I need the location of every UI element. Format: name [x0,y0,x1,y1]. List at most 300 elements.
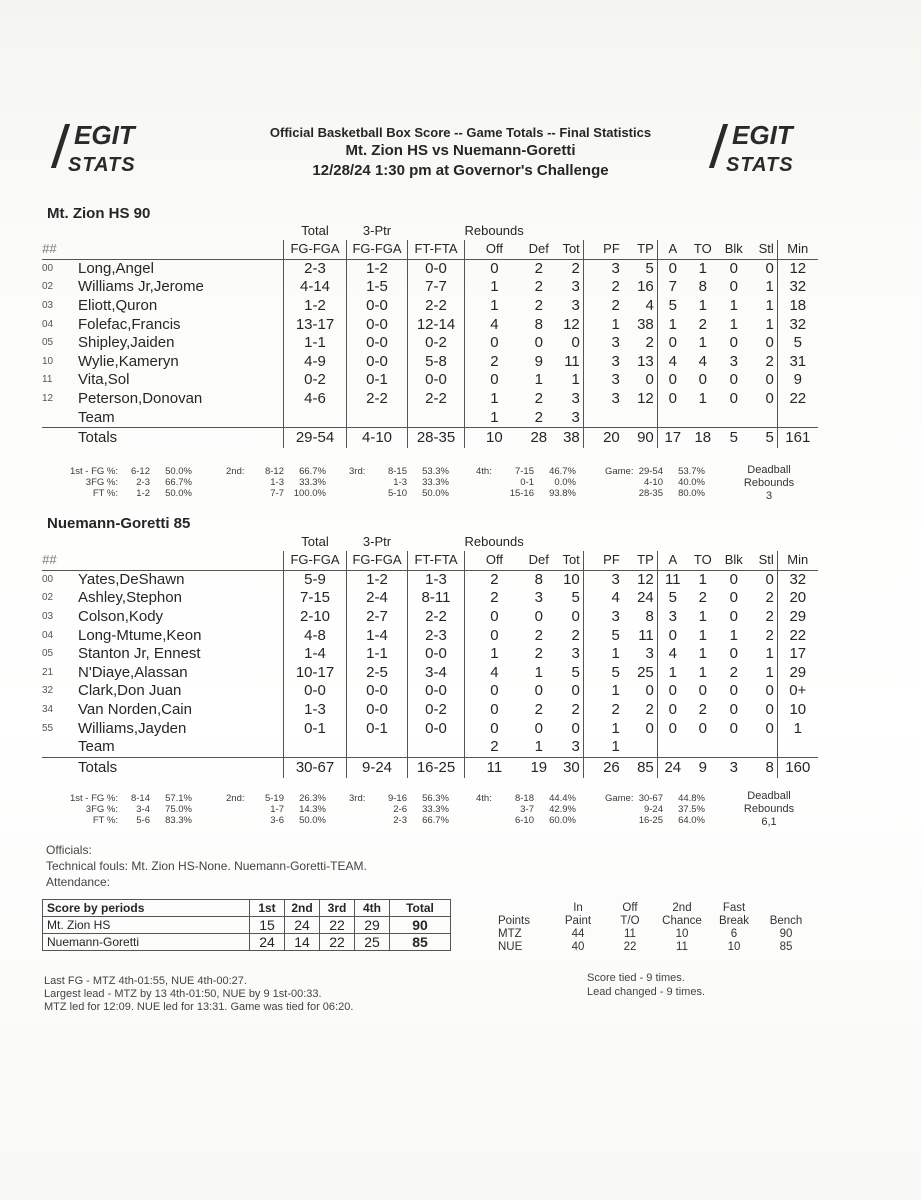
shooting-made-attempted: 3-4 [136,804,150,815]
player-def: 2 [534,645,543,663]
player-to: 0 [698,719,707,737]
player-off: 0 [490,259,499,277]
player-min: 10 [789,701,807,719]
player-ft: 0-0 [408,682,465,701]
player-stl: 2 [750,353,778,372]
player-a: 3 [668,608,677,626]
player-fg3: 1-2 [347,570,408,589]
player-pf: 1 [611,315,620,333]
header-group-cell: 3-Ptr [362,223,392,238]
shooting-percentage: 50.0% [165,488,192,499]
table-header-group-row [42,533,818,551]
periods-q4: 25 [355,934,390,951]
totals-to: 9 [688,757,718,778]
totals-num [42,427,78,448]
player-row [42,353,818,372]
shooting-row-label: 1st - FG %: [69,466,118,477]
shooting-made-attempted: 15-16 [509,488,534,499]
team-title-away: Nuemann-Goretti 85 [47,515,191,532]
player-off: 0 [490,719,499,737]
player-tot: 5 [554,589,584,608]
shooting-percentage: 33.3% [422,477,449,488]
points-head: Chance [662,915,702,927]
column-header-fg: FG-FGA [284,240,347,259]
column-header-min: Min [777,240,818,259]
player-tp: 4 [626,297,658,316]
player-def: 1 [534,371,543,389]
points-team: MTZ [498,928,522,940]
column-header-a: A [657,551,688,570]
team-min [777,408,818,427]
team-tot: 3 [554,408,584,427]
header-group-cell [42,533,78,551]
officials-line: Officials: [46,843,92,857]
points-head-row-2 [498,915,812,928]
player-fg: 1-3 [284,701,347,720]
periods-header-row [43,900,451,917]
totals-fg: 29-54 [284,427,347,448]
game-flow-notes [44,975,353,1014]
totals-off: 10 [465,427,524,448]
shooting-row-label: 1st - FG %: [69,793,118,804]
player-blk: 0 [729,371,738,389]
header-group-cell [626,533,658,551]
player-fg3: 1-2 [347,259,408,278]
periods-header-2nd: 2nd [285,900,320,917]
column-header-num: ## [42,240,78,259]
column-header-off: Off [465,551,524,570]
team-off: 1 [490,408,499,426]
player-name: Williams,Jayden [78,719,187,737]
totals-off: 11 [465,757,524,778]
column-header-off: Off [465,240,524,259]
team-blk [718,408,750,427]
player-fg3: 0-0 [347,701,408,720]
shooting-percentage: 50.0% [165,466,192,477]
header-group-cell [554,533,584,551]
shooting-percentage: 50.0% [299,815,326,826]
player-name: Vita,Sol [78,371,130,389]
player-min: 32 [789,278,807,296]
player-blk: 0 [729,701,738,719]
header-group-cell [408,222,465,240]
player-tp: 5 [626,259,658,278]
periods-header-3rd: 3rd [320,900,355,917]
periods-header-4th: 4th [355,900,390,917]
team-pf [583,408,626,427]
header-group-cell [688,222,718,240]
totals-name: Totals [78,427,284,448]
player-name: Shipley,Jaiden [78,334,175,352]
shooting-percentage: 26.3% [299,793,326,804]
points-head [498,902,552,915]
points-value: 11 [624,928,636,940]
player-a: 7 [668,278,677,296]
shooting-percentage: 14.3% [299,804,326,815]
totals-ft: 28-35 [408,427,465,448]
periods-q2: 14 [285,934,320,951]
player-blk: 0 [729,719,738,737]
player-name: Folefac,Francis [78,315,181,333]
header-group-cell: Rebounds [464,534,524,549]
player-tot: 0 [554,682,584,701]
team-tot: 3 [554,738,584,757]
player-name: Williams Jr,Jerome [78,278,204,296]
player-def: 0 [534,608,543,626]
player-off: 2 [490,570,499,588]
points-value: 40 [571,941,585,953]
column-header-ft: FT-FTA [408,240,465,259]
points-value: 90 [779,928,793,940]
totals-to: 18 [688,427,718,448]
header-group-cell: Rebounds [464,223,524,238]
player-tp: 25 [626,664,658,683]
header-group-cell: Total [301,534,329,549]
player-ft: 0-0 [408,719,465,738]
player-tot: 0 [554,608,584,627]
player-row [42,719,818,738]
player-name: Long-Mtume,Keon [78,626,202,644]
player-row [42,626,818,645]
player-min: 17 [789,645,807,663]
player-fg: 4-9 [284,353,347,372]
totals-a: 17 [657,427,688,448]
totals-def: 28 [524,427,554,448]
player-min: 29 [789,663,807,681]
team-tp [626,738,658,757]
player-row [42,371,818,390]
quarter-label: Game: [605,793,634,804]
shooting-percentage: 75.0% [165,804,192,815]
player-a: 0 [668,371,677,389]
player-row [42,701,818,720]
player-fg: 4-6 [284,390,347,409]
team-to [688,408,718,427]
totals-blk: 3 [718,757,750,778]
column-header-blk: Blk [718,551,750,570]
totals-fg3: 4-10 [347,427,408,448]
player-pf: 3 [611,334,620,352]
shooting-made-attempted: 8-15 [387,466,407,477]
shooting-made-attempted: 8-18 [514,793,534,804]
player-name: Clark,Don Juan [78,682,182,700]
player-fg: 2-3 [284,259,347,278]
player-tp: 2 [626,701,658,720]
shooting-made-attempted: 0-1 [520,477,534,488]
player-a: 0 [668,626,677,644]
periods-q3: 22 [320,917,355,934]
header-group-cell [718,222,750,240]
shooting-percentage: 66.7% [165,477,192,488]
shooting-percentage: 37.5% [678,804,705,815]
table-header-group-row [42,222,818,240]
player-tp: 0 [626,682,658,701]
player-fg: 0-2 [284,371,347,390]
shooting-made-attempted: 9-24 [643,804,663,815]
shooting-percentage: 66.7% [422,815,449,826]
header-group-cell: 3-Ptr [362,534,392,549]
player-fg3: 1-4 [347,626,408,645]
shooting-made-attempted: 29-54 [638,466,663,477]
shooting-made-attempted: 5-6 [136,815,150,826]
player-num: 34 [42,704,54,716]
quarter-label: Game: [605,466,634,477]
player-def: 0 [534,682,543,700]
shooting-made-attempted: 7-15 [514,466,534,477]
totals-tp: 90 [626,427,658,448]
player-tp: 12 [626,570,658,589]
player-blk: 0 [729,334,738,352]
column-header-def: Def [524,551,554,570]
periods-team-name: Nuemann-Goretti [43,934,250,951]
player-min: 29 [789,608,807,626]
table-header-row [42,240,818,259]
team-a [657,408,688,427]
largest-lead-line: Largest lead - MTZ by 13 4th-01:50, NUE by 9 1st-00:33. [44,988,322,1000]
shooting-made-attempted: 1-2 [136,488,150,499]
player-tot: 10 [554,570,584,589]
player-name: Colson,Kody [78,608,164,626]
player-def: 9 [534,352,543,370]
lead-changed-line: Lead changed - 9 times. [587,986,706,998]
player-tp: 3 [626,645,658,664]
player-off: 0 [490,608,499,626]
player-num: 55 [42,722,54,734]
player-pf: 2 [611,297,620,315]
shooting-made-attempted: 6-10 [514,815,534,826]
player-to: 8 [698,278,707,296]
player-min: 22 [789,390,807,408]
team-min [777,738,818,757]
shooting-made-attempted: 6-12 [130,466,150,477]
player-to: 0 [698,371,707,389]
game-date-venue: 12/28/24 1:30 pm at Governor's Challenge [312,162,609,179]
player-ft: 3-4 [408,664,465,683]
player-a: 0 [668,701,677,719]
player-blk: 0 [729,608,738,626]
points-head: Fast [722,902,746,914]
header-group-cell [777,533,818,551]
team-fg3 [347,408,408,427]
player-off: 0 [490,334,499,352]
player-a: 0 [668,719,677,737]
player-ft: 0-0 [408,371,465,390]
periods-q1: 24 [250,934,285,951]
shooting-made-attempted: 2-6 [393,804,407,815]
points-head: In [573,902,583,914]
player-blk: 1 [729,315,738,333]
player-off: 4 [490,663,499,681]
player-def: 0 [534,719,543,737]
column-header-name [78,240,284,259]
shooting-percentage: 80.0% [678,488,705,499]
player-row [42,570,818,589]
player-pf: 3 [611,371,620,389]
shooting-made-attempted: 7-7 [270,488,284,499]
player-row [42,390,818,409]
player-num: 05 [42,648,54,660]
player-tot: 3 [554,645,584,664]
player-fg: 10-17 [284,664,347,683]
column-header-stl: Stl [750,240,778,259]
player-blk: 1 [729,297,738,315]
totals-row [42,757,818,778]
player-a: 11 [664,570,681,588]
periods-row [43,934,451,951]
team-stl [750,408,778,427]
shooting-made-attempted: 16-25 [638,815,663,826]
player-tot: 11 [554,353,584,372]
player-min: 1 [793,719,802,737]
totals-fg3: 9-24 [347,757,408,778]
team-fg3 [347,738,408,757]
player-stl: 0 [750,682,778,701]
player-name: Eliott,Quron [78,297,158,315]
player-def: 2 [534,259,543,277]
team-num [42,408,78,427]
player-def: 2 [534,297,543,315]
player-stl: 0 [750,719,778,738]
shooting-made-attempted: 1-3 [393,477,407,488]
column-header-tp: TP [626,551,658,570]
team-ft [408,408,465,427]
totals-name: Totals [78,757,284,778]
header-group-cell [408,533,465,551]
player-off: 4 [490,315,499,333]
periods-q1: 15 [250,917,285,934]
player-stl: 2 [750,608,778,627]
logo-text-top: EGIT [732,120,793,150]
shooting-percentage: 93.8% [549,488,576,499]
column-header-tot: Tot [554,551,584,570]
player-def: 2 [534,390,543,408]
player-a: 4 [668,352,677,370]
player-tp: 8 [626,608,658,627]
player-pf: 2 [611,278,620,296]
led-for-line: MTZ led for 12:09. NUE led for 13:31. Game was tied for 06:20. [44,1001,354,1013]
player-a: 4 [668,645,677,663]
player-blk: 3 [729,352,738,370]
player-name: Long,Angel [78,259,154,277]
player-fg: 1-2 [284,297,347,316]
player-def: 2 [534,278,543,296]
player-row [42,664,818,683]
totals-min: 161 [777,427,818,448]
player-blk: 0 [729,390,738,408]
player-stl: 1 [750,645,778,664]
player-num: 03 [42,300,54,312]
player-pf: 1 [611,719,620,737]
player-min: 12 [789,259,807,277]
team-ft [408,738,465,757]
player-off: 1 [490,645,499,663]
rebounds-label: Rebounds [743,477,795,489]
logo-text-top: EGIT [74,120,135,150]
team-to [688,738,718,757]
points-value: 10 [675,928,689,940]
player-off: 0 [490,626,499,644]
periods-header-total: Total [390,900,451,917]
player-name: Stanton Jr, Ennest [78,645,201,663]
player-to: 2 [698,315,707,333]
points-head: Break [718,915,750,927]
player-to: 2 [698,701,707,719]
team-name: Team [78,738,115,756]
team-tp [626,408,658,427]
player-fg3: 1-5 [347,278,408,297]
shooting-percentage: 83.3% [165,815,192,826]
player-to: 0 [698,682,707,700]
deadball-rebounds-nuemann-goretti [729,790,809,829]
player-def: 1 [534,663,543,681]
player-num: 02 [42,281,54,293]
player-name: Peterson,Donovan [78,390,203,408]
player-num: 03 [42,611,54,623]
shooting-percentage: 0.0% [554,477,576,488]
player-to: 1 [698,608,707,626]
shooting-made-attempted: 30-67 [638,793,663,804]
player-pf: 5 [611,663,620,681]
column-header-tot: Tot [554,240,584,259]
header-group-cell [78,533,284,551]
shooting-row-label: FT %: [92,815,118,826]
player-fg3: 2-7 [347,608,408,627]
shooting-made-attempted: 2-3 [393,815,407,826]
player-ft: 5-8 [408,353,465,372]
player-row [42,645,818,664]
player-a: 5 [668,589,677,607]
player-def: 0 [534,334,543,352]
player-fg3: 0-0 [347,315,408,334]
player-fg3: 0-0 [347,353,408,372]
shooting-row-label: 3FG %: [85,477,118,488]
player-min: 20 [789,589,807,607]
box-score-table-nuemann-goretti [42,533,818,778]
player-name: Van Norden,Cain [78,701,192,719]
header-group-cell [750,222,778,240]
player-tp: 24 [626,589,658,608]
header-group-cell [626,222,658,240]
player-fg: 1-4 [284,645,347,664]
shooting-percentage: 66.7% [299,466,326,477]
player-num: 12 [42,393,54,405]
totals-a: 24 [657,757,688,778]
player-to: 1 [698,334,707,352]
totals-pf: 26 [583,757,626,778]
totals-min: 160 [777,757,818,778]
shooting-made-attempted: 9-16 [387,793,407,804]
player-min: 9 [793,371,802,389]
player-min: 0+ [789,682,807,700]
player-name: Wylie,Kameryn [78,352,179,370]
player-a: 0 [668,390,677,408]
team-pf: 1 [611,738,620,756]
tie-lead-notes [587,971,705,999]
player-def: 2 [534,626,543,644]
player-pf: 4 [611,589,620,607]
column-header-pf: PF [583,240,626,259]
player-def: 3 [534,589,543,607]
player-def: 8 [534,315,543,333]
shooting-made-attempted: 5-19 [264,793,284,804]
player-to: 4 [698,352,707,370]
shooting-made-attempted: 4-10 [643,477,663,488]
totals-pf: 20 [583,427,626,448]
header-group-cell [42,222,78,240]
player-name: Yates,DeShawn [78,570,185,588]
periods-header-1st: 1st [250,900,285,917]
player-fg3: 2-4 [347,589,408,608]
